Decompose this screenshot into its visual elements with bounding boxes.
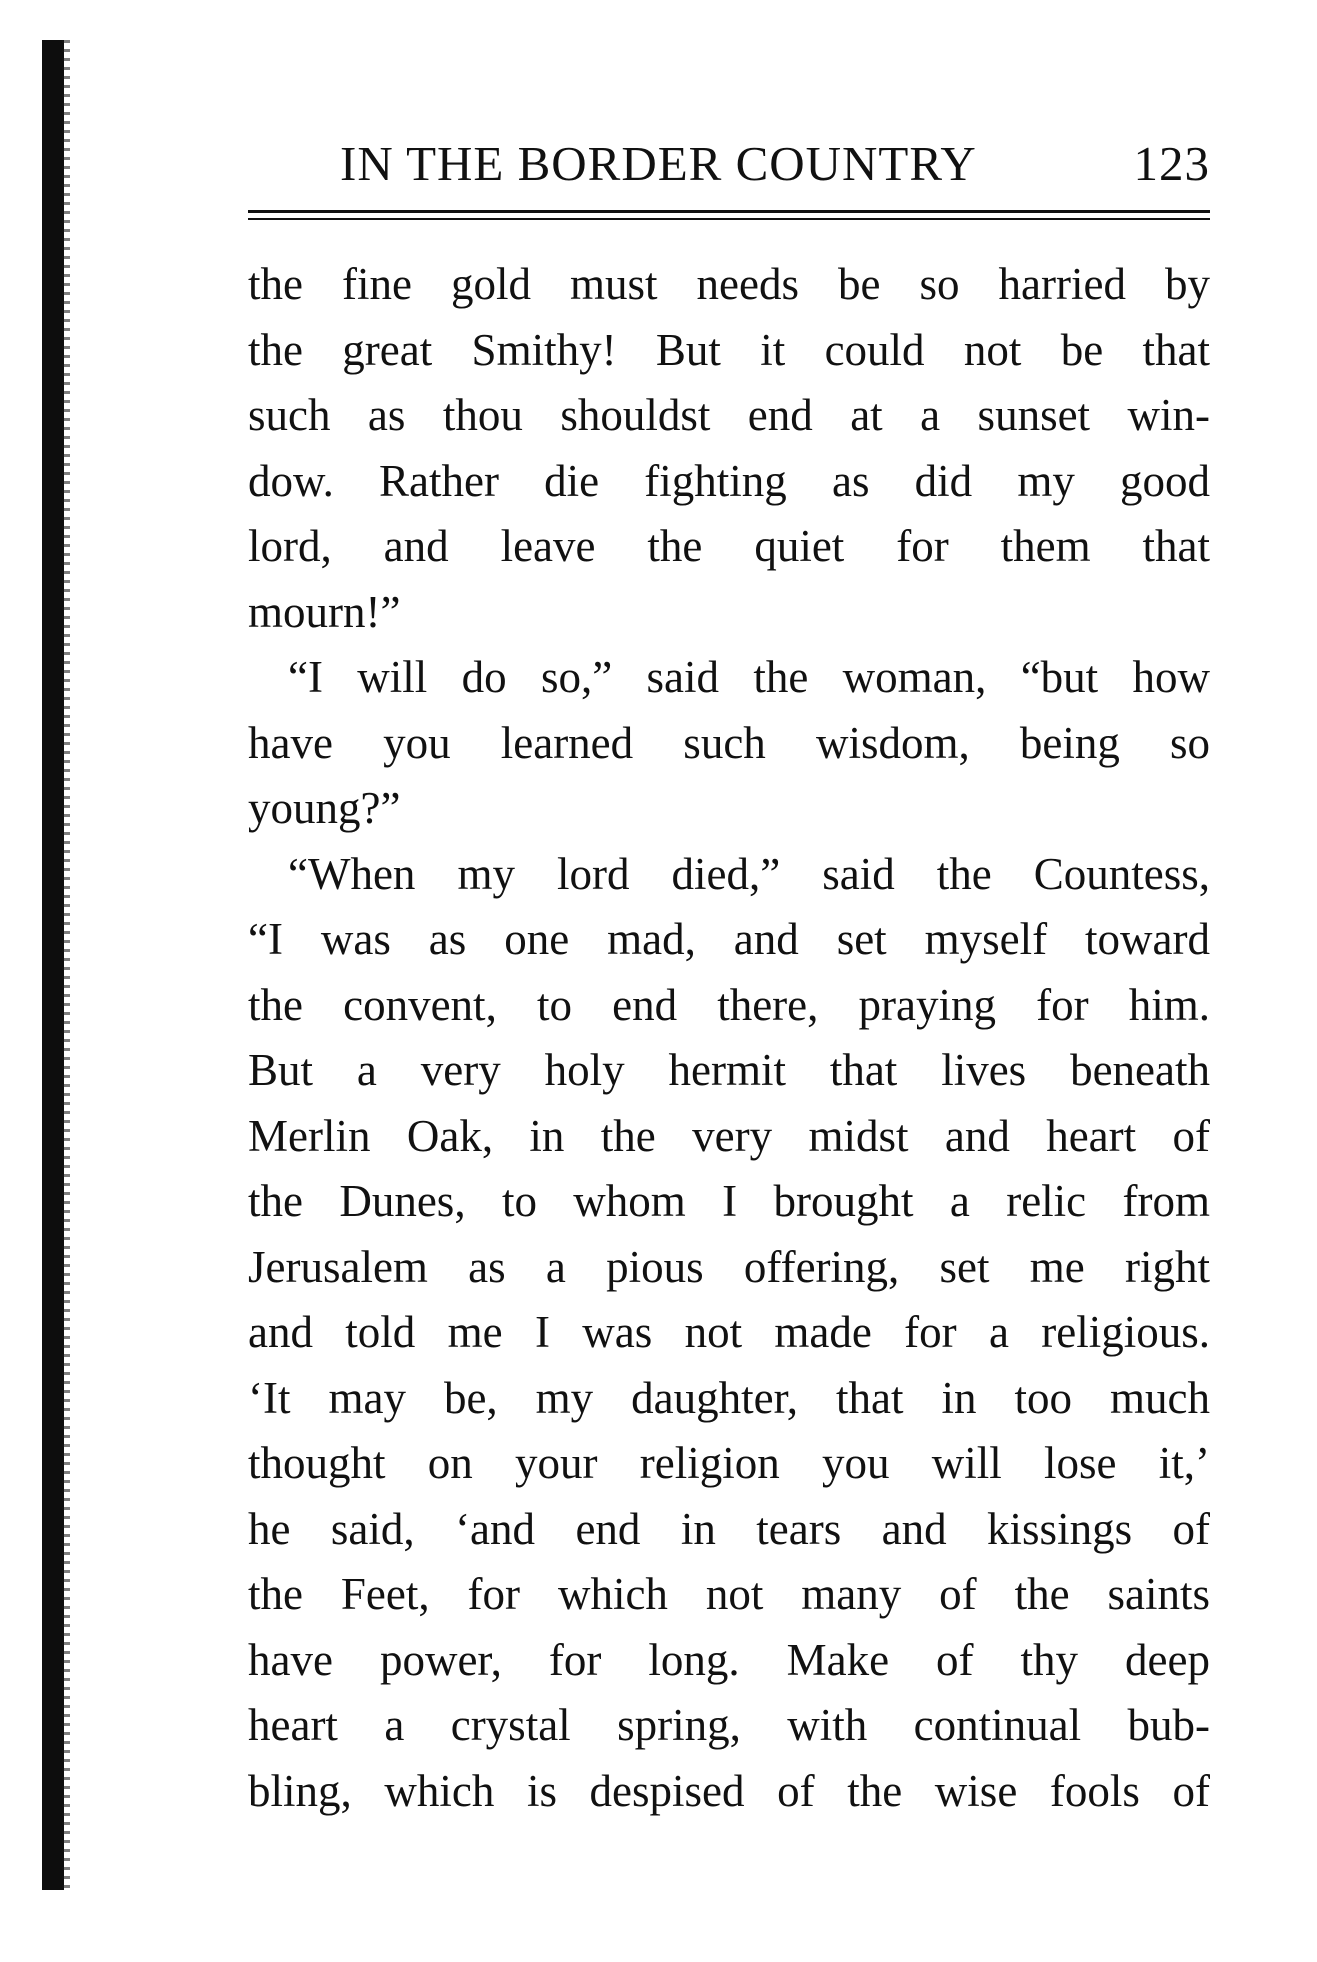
header-rule-top [248, 210, 1210, 213]
page-number: 123 [1133, 136, 1210, 191]
text-line: Merlin Oak, in the very midst and heart of [248, 1110, 1210, 1161]
text-line: the great Smithy! But it could not be that [248, 324, 1210, 375]
text-line: mourn!” [248, 586, 401, 637]
text-line: “When my lord died,” said the Countess, [288, 848, 1210, 899]
text-line: have power, for long. Make of thy deep [248, 1634, 1210, 1685]
text-line: the convent, to end there, praying for him. [248, 979, 1210, 1030]
text-line: have you learned such wisdom, being so [248, 717, 1210, 768]
text-line: heart a crystal spring, with continual bub- [248, 1700, 1210, 1750]
header-rule-bottom [248, 218, 1210, 220]
text-line: But a very holy hermit that lives beneath [248, 1045, 1210, 1095]
text-line: the Dunes, to whom I brought a relic from [248, 1176, 1210, 1226]
text-line: “I was as one mad, and set myself toward [248, 914, 1210, 964]
body-text [248, 252, 1210, 1824]
page-binding-fray [62, 40, 70, 1890]
text-line: he said, ‘and end in tears and kissings of [248, 1503, 1210, 1554]
text-line: “I will do so,” said the woman, “but how [288, 652, 1210, 702]
text-line: young?” [248, 783, 401, 833]
text-line: thought on your religion you will lose it,’ [248, 1438, 1210, 1488]
text-line: lord, and leave the quiet for them that [248, 521, 1210, 571]
text-line: the fine gold must needs be so harried by [248, 259, 1210, 309]
running-head [340, 134, 1210, 194]
running-head-title: IN THE BORDER COUNTRY [340, 136, 977, 191]
page-binding-edge [42, 40, 64, 1890]
text-line: bling, which is despised of the wise fools of [248, 1765, 1210, 1816]
text-line: dow. Rather die fighting as did my good [248, 455, 1210, 506]
text-line: ‘It may be, my daughter, that in too much [248, 1372, 1210, 1423]
text-line: such as thou shouldst end at a sunset win- [248, 390, 1210, 440]
text-line: the Feet, for which not many of the saints [248, 1569, 1210, 1619]
text-line: and told me I was not made for a religious. [248, 1307, 1210, 1357]
text-line: Jerusalem as a pious offering, set me right [248, 1241, 1210, 1292]
